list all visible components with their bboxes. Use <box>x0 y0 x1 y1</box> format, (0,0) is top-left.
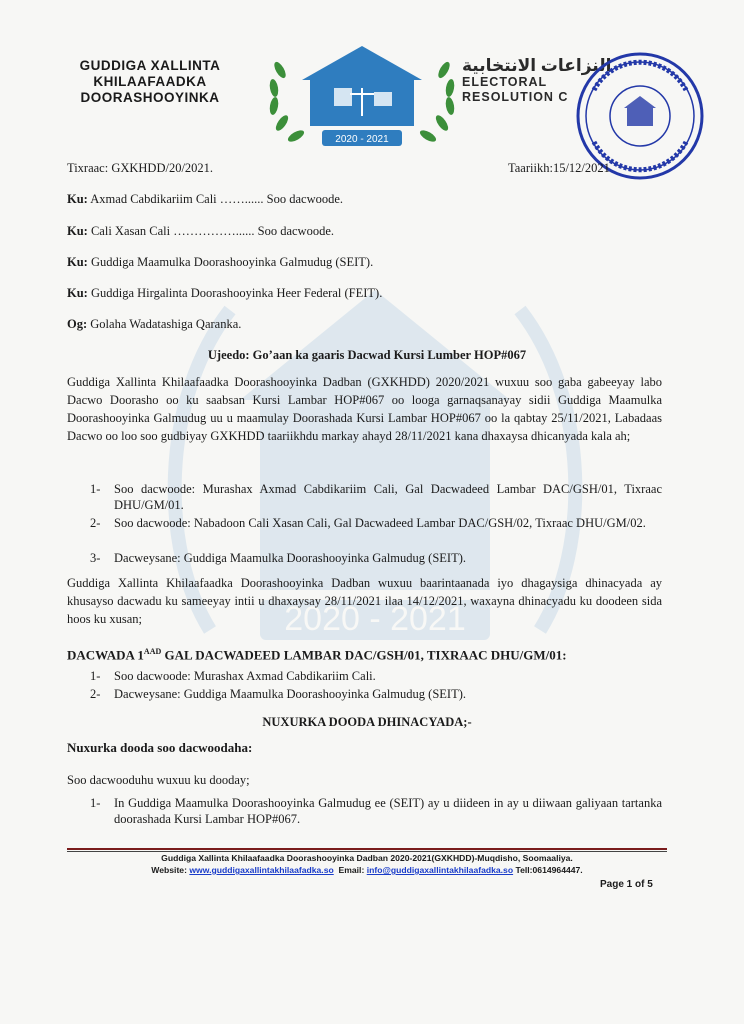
org-name-arabic: النزاعات الانتخابية <box>462 56 612 75</box>
watermark-years: 2020 - 2021 <box>284 600 466 638</box>
recipient-line <box>67 317 241 332</box>
list-number: 1- <box>90 482 101 496</box>
recipient-line <box>67 192 343 207</box>
intro-paragraph: Guddiga Xallinta Khilaafaadka Doorashooyinka Dadban (GXKHDD) 2020/2021 wuxuu soo gaba gabeeyay labo Dacwo Doorasho oo ku saabsan Kursi Lambar HOP#067 oo looga garnaqsanayay sidii Guddiga Maamulka Doorashooyinka Galmudug uu u maamulay Doorashada Kursi Lambar HOP#067 oo la qabtay 25/11/2021, Labadaas Dacwo oo loo soo gudbiyay GXKHDD taariikhdu markay ahayd 28/11/2021 kana dhaxaysa dhicanyada kala ah; <box>67 375 662 443</box>
org-name-line: KHILAAFAADKA <box>93 74 207 89</box>
case-heading-superscript: AAD <box>143 647 162 656</box>
recipient-line <box>67 224 334 239</box>
org-name-line: DOORASHOOYINKA <box>80 90 220 105</box>
recipient-label: Og: <box>67 317 88 331</box>
list-number: 3- <box>90 551 101 565</box>
list-number: 2- <box>90 516 101 530</box>
list-text: Soo dacwoode: Murashax Axmad Cabdikariim Cali, Gal Dacwadeed Lambar DAC/GSH/01, Tixraac DHU/GM/01. <box>114 482 662 512</box>
case-heading-part: DACWADA 1 <box>67 647 144 663</box>
recipient-text: Golaha Wadatashiga Qaranka. <box>90 317 242 331</box>
subsection-heading: Nuxurka dooda soo dacwoodaha: <box>67 740 253 755</box>
phone-number: Tell:0614964447. <box>515 865 583 875</box>
laurel-right <box>418 60 455 144</box>
recipient-label: Ku: <box>67 224 88 238</box>
website-label: Website: <box>151 865 187 875</box>
list-number: 1- <box>90 669 101 683</box>
footer-rule <box>67 848 667 850</box>
page-number: Page 1 of 5 <box>600 879 653 890</box>
recipient-label: Ku: <box>67 286 88 300</box>
org-name-left <box>55 58 245 106</box>
org-logo <box>262 40 462 150</box>
org-name-line: RESOLUTION C <box>462 90 569 104</box>
subject-heading: Ujeedo: Go’aan ka gaaris Dacwad Kursi Lumber HOP#067 <box>207 348 527 362</box>
laurel-left <box>268 60 305 144</box>
document-date: Taariikh:15/12/2021 <box>508 161 610 175</box>
case-heading-part: GAL DACWADEED LAMBAR DAC/GSH/01, TIXRAAC DHU/GM/01: <box>161 647 567 663</box>
recipient-text: Guddiga Hirgalinta Doorashooyinka Heer Federal (FEIT). <box>90 286 383 300</box>
logo-years: 2020 - 2021 <box>335 134 389 145</box>
recipient-text: Axmad Cabdikariim Cali ……...... Soo dacwoode. <box>90 192 344 206</box>
list-number: 2- <box>90 687 101 701</box>
org-name-line: GUDDIGA XALLINTA <box>79 58 221 73</box>
case-heading <box>67 647 567 663</box>
reference-number: Tixraac: GXKHDD/20/2021. <box>67 161 214 175</box>
recipient-text: Guddiga Maamulka Doorashooyinka Galmudug (SEIT). <box>90 255 374 269</box>
list-text: In Guddiga Maamulka Doorashooyinka Galmudug ee (SEIT) ay u diideen in ay u diiwaan galiyaan tartanka doorashada Kursi Lambar HOP#067. <box>114 796 662 826</box>
claim-intro: Soo dacwooduhu wuxuu ku dooday; <box>67 773 250 787</box>
footer-contact <box>67 865 667 875</box>
website-link[interactable]: www.guddigaxallintakhilaafadka.so <box>189 865 334 875</box>
list-text: Soo dacwoode: Murashax Axmad Cabdikariim Cali. <box>114 669 376 683</box>
recipient-line <box>67 286 382 301</box>
org-name-line: ELECTORAL <box>462 75 548 89</box>
footer-rule <box>67 851 667 852</box>
email-link[interactable]: info@guddigaxallintakhilaafadka.so <box>366 865 514 875</box>
recipient-label: Ku: <box>67 192 88 206</box>
recipient-line <box>67 255 373 270</box>
section-heading: NUXURKA DOODA DHINACYADA;- <box>262 715 472 729</box>
list-text: Soo dacwoode: Nabadoon Cali Xasan Cali, Gal Dacwadeed Lambar DAC/GSH/02, Tixraac DHU/GM/02. <box>114 516 646 530</box>
list-text: Dacweysane: Guddiga Maamulka Doorashooyinka Galmudug (SEIT). <box>114 551 466 565</box>
list-text: Dacweysane: Guddiga Maamulka Doorashooyinka Galmudug (SEIT). <box>114 687 466 701</box>
list-number: 1- <box>90 796 101 810</box>
footer-address: Guddiga Xallinta Khilaafaadka Doorashooyinka Dadban 2020-2021(GXKHDD)-Muqdisho, Soomaaliya. <box>161 853 573 863</box>
recipient-label: Ku: <box>67 255 88 269</box>
recipient-text: Cali Xasan Cali ……………...... Soo dacwoode. <box>90 224 334 238</box>
email-label: Email: <box>338 865 365 875</box>
review-paragraph: Guddiga Xallinta Khilaafaadka Doorashooyinka Dadban wuxuu baarintaanada iyo dhagaysiga dhinacyada ay khusayso dacwadu ku sameeyay intii u dhaxaysay 28/11/2021 ilaa 14/12/2021, waxayna dhinacyadu ku doodeen sida hoos ku xusan; <box>67 576 662 626</box>
